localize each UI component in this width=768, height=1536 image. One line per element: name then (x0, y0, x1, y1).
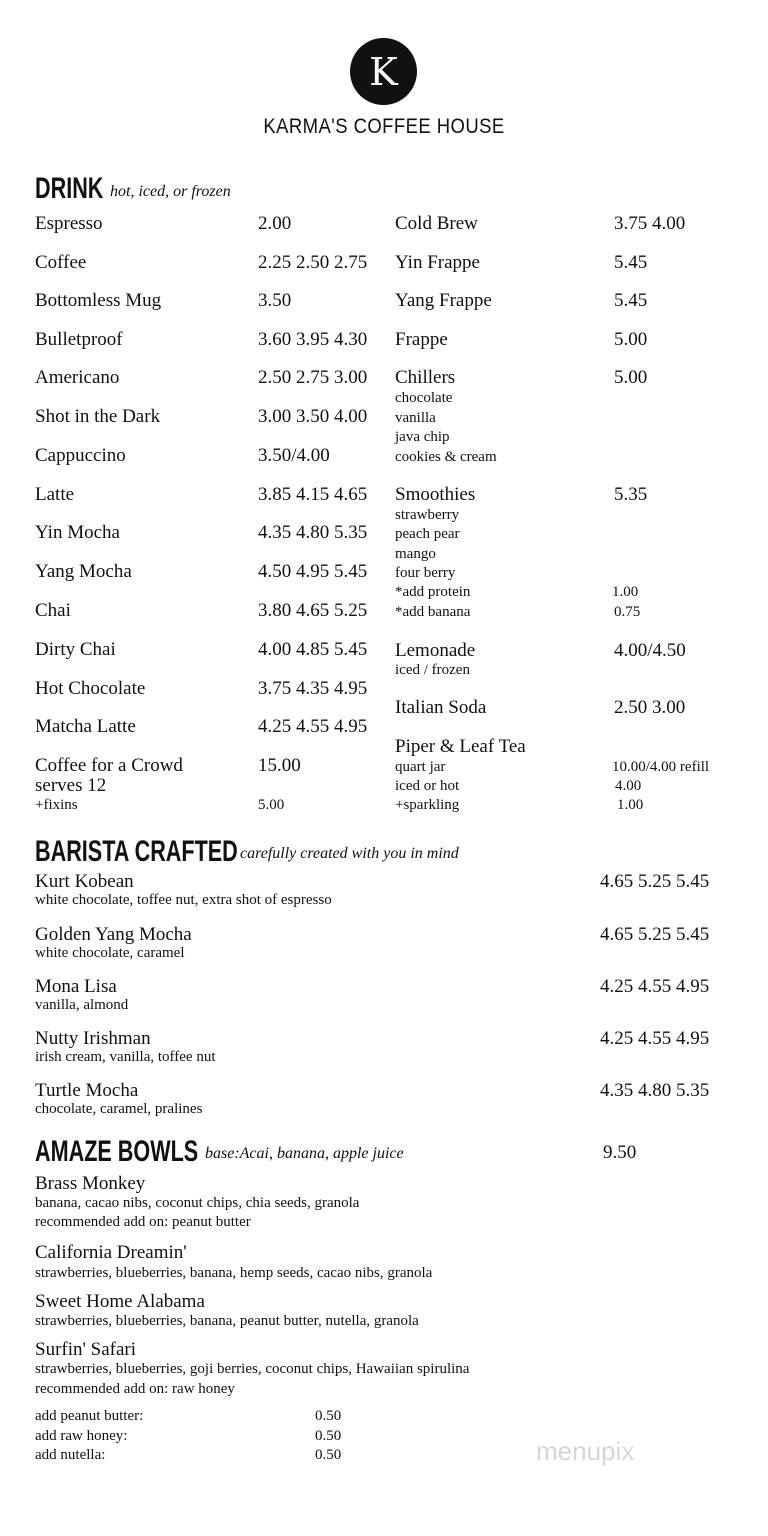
menu-item-name: Kurt Kobean (35, 871, 134, 892)
menu-item-price: 4.00 (615, 778, 642, 794)
menu-item-name: Yang Frappe (395, 290, 492, 311)
menu-item-name: vanilla (395, 410, 436, 426)
menu-item-price: 3.75 4.35 4.95 (258, 678, 368, 699)
menu-item-price: 5.00 (258, 797, 285, 813)
menu-item-price: 3.85 4.15 4.65 (258, 484, 368, 505)
menu-item-name: Cold Brew (395, 213, 478, 234)
barista-subtitle: carefully created with you in mind (240, 845, 459, 862)
menu-item-description: white chocolate, toffee nut, extra shot of espresso (35, 892, 332, 908)
menu-item-price: 5.45 (614, 252, 648, 273)
menu-item-price: 5.45 (614, 290, 648, 311)
menu-item-price: 4.35 4.80 5.35 (258, 522, 368, 543)
menu-item-price: 3.60 3.95 4.30 (258, 329, 368, 350)
menu-item-name: Turtle Mocha (35, 1080, 139, 1101)
bowl-description: banana, cacao nibs, coconut chips, chia seeds, granola (35, 1195, 360, 1211)
addon-price: 0.50 (315, 1408, 342, 1424)
menu-item-name: Espresso (35, 213, 103, 234)
menu-item-price: 1.00 (612, 584, 639, 600)
menu-item-price: 4.00/4.50 (614, 640, 686, 661)
menu-item-price: 10.00/4.00 refill (612, 759, 710, 775)
bowls-subtitle: base:Acai, banana, apple juice (205, 1145, 404, 1162)
menu-item-name: Cappuccino (35, 445, 126, 466)
drink-subtitle: hot, iced, or frozen (110, 183, 231, 200)
menu-item-name: *add banana (395, 604, 471, 620)
menu-item-name: Dirty Chai (35, 639, 116, 660)
menu-item-description: white chocolate, caramel (35, 945, 185, 961)
menu-item-price: 4.00 4.85 5.45 (258, 639, 368, 660)
menu-item-name: Bottomless Mug (35, 290, 162, 311)
menu-item-price: 2.25 2.50 2.75 (258, 252, 368, 273)
menu-item-name: Matcha Latte (35, 716, 136, 737)
menu-item-name: cookies & cream (395, 449, 497, 465)
menu-item-price: 2.50 2.75 3.00 (258, 367, 368, 388)
menu-item-price: 5.00 (614, 329, 648, 350)
addon-price: 0.50 (315, 1428, 342, 1444)
menu-item-name: Americano (35, 367, 120, 388)
menu-item-name: Frappe (395, 329, 448, 350)
menu-item-name: Yin Frappe (395, 252, 480, 273)
menu-item-name: Bulletproof (35, 329, 123, 350)
addon-name: add nutella: (35, 1447, 106, 1463)
bowl-description: strawberries, blueberries, banana, hemp seeds, cacao nibs, granola (35, 1265, 433, 1281)
menu-item-price: 3.00 3.50 4.00 (258, 406, 368, 427)
menu-item-name: quart jar (395, 759, 446, 775)
menu-item-price: 5.00 (614, 367, 648, 388)
menu-item-name: Hot Chocolate (35, 678, 146, 699)
menu-item-price: 4.25 4.55 4.95 (258, 716, 368, 737)
menu-item-name: Lemonade (395, 640, 476, 661)
menu-item-name: Chillers (395, 367, 456, 388)
menu-item-name: +sparkling (395, 797, 460, 813)
menu-item-name: Mona Lisa (35, 976, 117, 997)
menu-item-name: Italian Soda (395, 697, 487, 718)
addon-name: add peanut butter: (35, 1408, 144, 1424)
bowl-name: California Dreamin' (35, 1242, 187, 1263)
barista-heading: BARISTA CRAFTED (35, 835, 238, 868)
bowls-price: 9.50 (603, 1142, 637, 1163)
menu-item-name: Piper & Leaf Tea (395, 736, 526, 757)
menu-item-name: iced / frozen (395, 662, 470, 678)
menu-item-name: strawberry (395, 507, 460, 523)
menu-item-name: peach pear (395, 526, 460, 542)
menu-item-price: 0.75 (614, 604, 641, 620)
bowl-name: Sweet Home Alabama (35, 1291, 205, 1312)
bowls-heading: AMAZE BOWLS (35, 1135, 199, 1168)
menu-item-name: Yang Mocha (35, 561, 132, 582)
menu-item-price: 3.50/4.00 (258, 445, 330, 466)
menu-item-name: four berry (395, 565, 456, 581)
addon-name: add raw honey: (35, 1428, 128, 1444)
menu-item-description: vanilla, almond (35, 997, 129, 1013)
bowl-description: strawberries, blueberries, goji berries, coconut chips, Hawaiian spirulina (35, 1361, 470, 1377)
logo-letter: K (369, 49, 398, 94)
brand-title: KARMA'S COFFEE HOUSE (263, 115, 505, 138)
menu-item-name: Chai (35, 600, 71, 621)
menu-item-name: Yin Mocha (35, 522, 120, 543)
logo (350, 38, 417, 105)
menu-item-name: Latte (35, 484, 75, 505)
menu-item-name: iced or hot (395, 778, 460, 794)
menu-item-price: 4.65 5.25 5.45 (600, 871, 710, 892)
menu-item-name: Golden Yang Mocha (35, 924, 192, 945)
menu-item-price: 4.25 4.55 4.95 (600, 976, 710, 997)
menu-item-name: Coffee for a Crowd (35, 755, 183, 776)
menu-item-description: irish cream, vanilla, toffee nut (35, 1049, 216, 1065)
menu-item-name: Nutty Irishman (35, 1028, 151, 1049)
bowl-description: recommended add on: raw honey (35, 1381, 235, 1397)
menu-item-name: mango (395, 546, 436, 562)
menu-item-price: 4.65 5.25 5.45 (600, 924, 710, 945)
menu-item-price: 3.75 4.00 (614, 213, 686, 234)
bowl-description: recommended add on: peanut butter (35, 1214, 251, 1230)
menu-item-price: 2.00 (258, 213, 292, 234)
menu-item-price: 1.00 (617, 797, 644, 813)
menu-item-name: Shot in the Dark (35, 406, 161, 427)
menu-item-name: +fixins (35, 797, 78, 813)
drink-heading: DRINK (35, 172, 104, 205)
menu-item-name: Coffee (35, 252, 87, 273)
menu-item-name: java chip (395, 429, 450, 445)
menu-item-price: 5.35 (614, 484, 648, 505)
bowl-name: Brass Monkey (35, 1173, 146, 1194)
menu-item-description: chocolate, caramel, pralines (35, 1101, 203, 1117)
menu-item-price: 4.35 4.80 5.35 (600, 1080, 710, 1101)
menu-item-name: *add protein (395, 584, 471, 600)
menu-item-price: 2.50 3.00 (614, 697, 686, 718)
menu-item-name: serves 12 (35, 775, 107, 796)
menu-item-price: 3.80 4.65 5.25 (258, 600, 368, 621)
bowl-description: strawberries, blueberries, banana, peanut butter, nutella, granola (35, 1313, 419, 1329)
menu-item-name: chocolate (395, 390, 453, 406)
menu-item-name: Smoothies (395, 484, 476, 505)
menu-item-price: 4.50 4.95 5.45 (258, 561, 368, 582)
watermark: menupix (536, 1436, 635, 1466)
bowl-name: Surfin' Safari (35, 1339, 137, 1360)
menu-item-price: 4.25 4.55 4.95 (600, 1028, 710, 1049)
menu-item-price: 3.50 (258, 290, 292, 311)
menu-item-price: 15.00 (258, 755, 301, 776)
addon-price: 0.50 (315, 1447, 342, 1463)
